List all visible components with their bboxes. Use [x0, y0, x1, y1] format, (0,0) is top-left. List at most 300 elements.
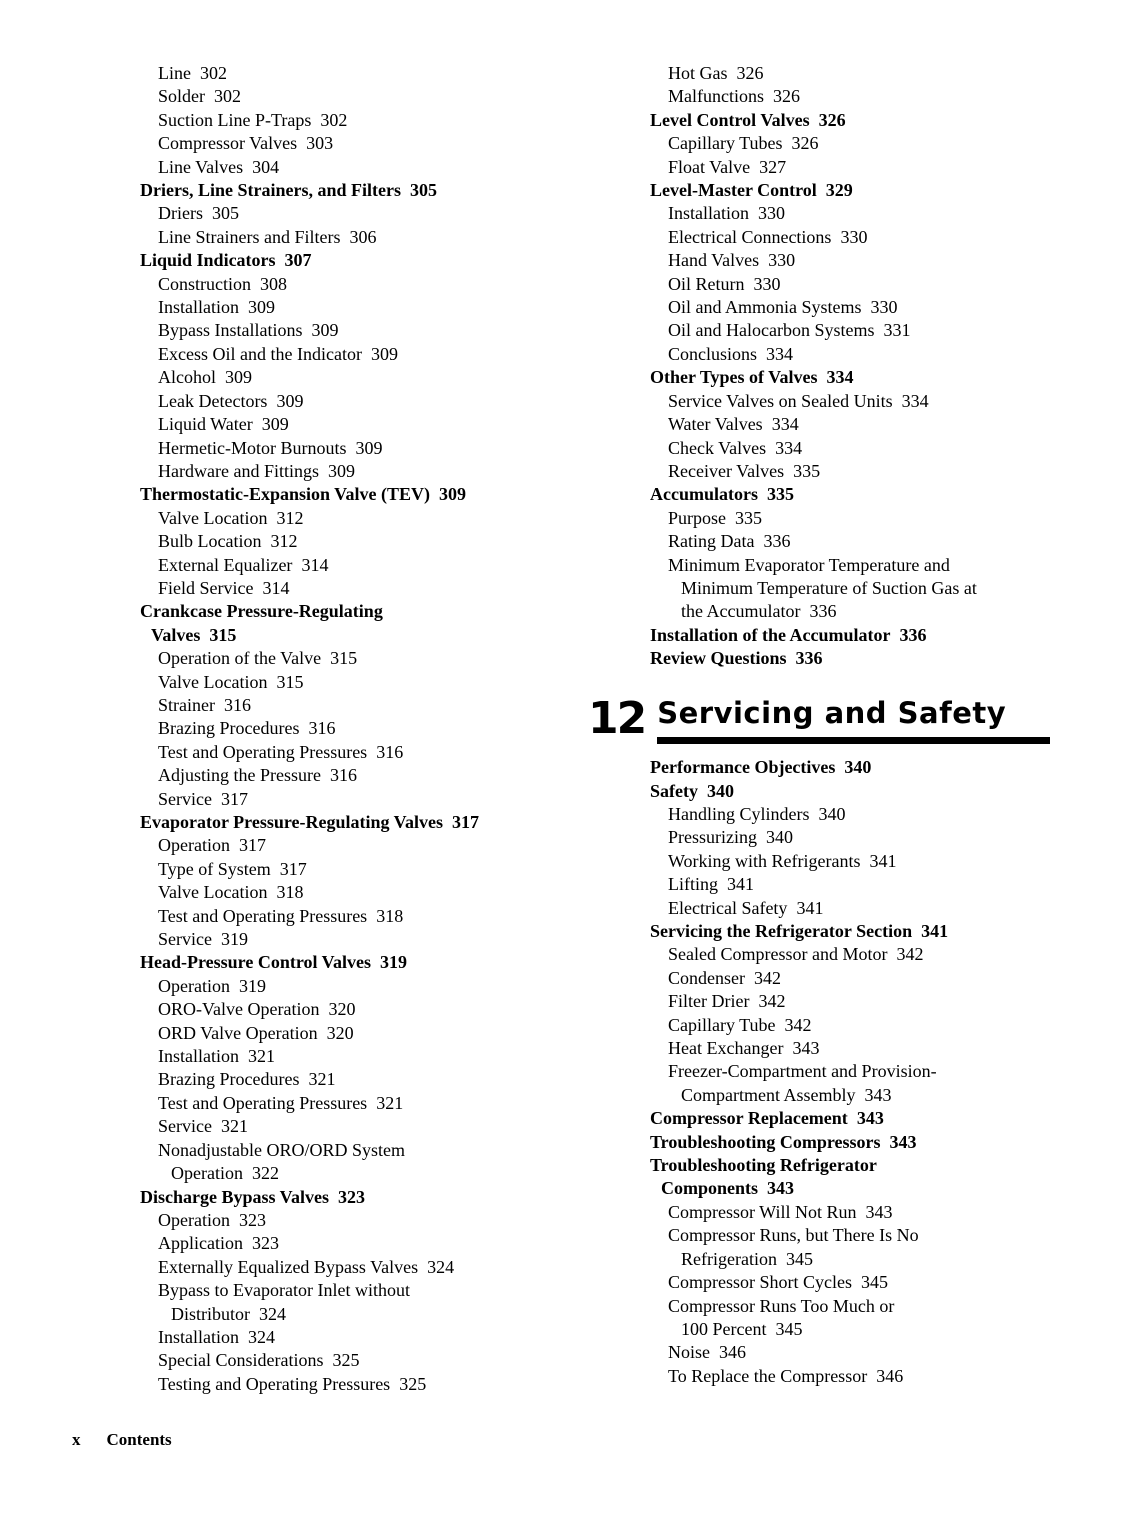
toc-entry-page: 323 — [238, 1209, 266, 1230]
toc-entry — [140, 507, 570, 530]
toc-entry — [140, 788, 570, 811]
toc-entry — [140, 62, 570, 85]
toc-entry-text: Electrical Safety — [668, 897, 788, 918]
toc-entry-text: Installation — [158, 297, 239, 318]
toc-entry-text: Test and Operating Pressures — [158, 1092, 368, 1113]
toc-entry-text: Solder — [158, 86, 205, 107]
toc-entry — [650, 1365, 1050, 1388]
toc-entry-text: Compressor Runs, but There Is No — [668, 1225, 919, 1246]
toc-entry-page: 325 — [332, 1350, 360, 1371]
toc-entry-text: Oil and Halocarbon Systems — [668, 320, 875, 341]
toc-entry-page: 346 — [876, 1365, 904, 1386]
toc-entry — [650, 577, 1050, 600]
toc-entry-page: 341 — [921, 921, 949, 941]
toc-entry-page: 330 — [757, 203, 785, 224]
toc-right-top-section — [650, 62, 1050, 671]
toc-entry — [140, 179, 570, 202]
toc-entry-page: 309 — [370, 343, 398, 364]
toc-entry — [140, 975, 570, 998]
toc-entry-page: 319 — [220, 929, 248, 950]
toc-entry — [650, 1060, 1050, 1083]
toc-entry-page: 323 — [251, 1233, 279, 1254]
toc-entry-text: Troubleshooting Compressors — [650, 1131, 881, 1152]
toc-entry — [140, 671, 570, 694]
toc-entry-page: 315 — [209, 624, 237, 645]
toc-entry-text: External Equalizer — [158, 554, 293, 575]
toc-entry-page: 326 — [736, 63, 764, 83]
toc-entry-text: Filter Drier — [668, 991, 750, 1012]
page-footer — [72, 1430, 172, 1450]
toc-entry-text: Operation of the Valve — [158, 648, 322, 669]
toc-entry — [140, 366, 570, 389]
toc-entry-text: Head-Pressure Control Valves — [140, 952, 372, 973]
toc-entry-page: 340 — [707, 780, 734, 801]
toc-entry-text: Line Valves — [158, 156, 244, 177]
toc-entry-page: 309 — [247, 297, 275, 318]
toc-entry — [650, 1271, 1050, 1294]
toc-entry — [140, 343, 570, 366]
toc-entry-page: 343 — [856, 1108, 884, 1129]
toc-entry-text: Safety — [650, 780, 698, 801]
toc-entry — [140, 413, 570, 436]
toc-entry — [650, 967, 1050, 990]
chapter-number: 12 — [588, 692, 646, 744]
toc-entry-text: Operation — [158, 975, 230, 996]
toc-entry-text: Operation — [171, 1163, 243, 1184]
toc-entry-page: 325 — [399, 1373, 427, 1394]
toc-entry — [140, 905, 570, 928]
toc-entry-text: Line — [158, 63, 191, 83]
toc-entry-text: Rating Data — [668, 531, 755, 552]
toc-entry-text: Lifting — [668, 874, 718, 895]
toc-entry-text: Liquid Water — [158, 414, 253, 435]
toc-entry-text: Performance Objectives — [650, 757, 836, 778]
toc-entry-text: Field Service — [158, 577, 254, 598]
toc-entry-text: Application — [158, 1233, 243, 1254]
toc-entry — [650, 249, 1050, 272]
toc-entry — [650, 920, 1050, 943]
toc-entry-text: the Accumulator — [681, 601, 801, 622]
toc-entry — [650, 873, 1050, 896]
toc-entry — [140, 647, 570, 670]
toc-entry — [140, 1022, 570, 1045]
toc-entry-page: 309 — [225, 367, 252, 388]
toc-entry-text: Noise — [668, 1342, 710, 1363]
toc-entry-text: Receiver Valves — [668, 460, 785, 481]
toc-entry-text: Service — [158, 1116, 212, 1137]
toc-entry-page: 323 — [338, 1186, 366, 1207]
toc-entry — [650, 897, 1050, 920]
toc-entry-page: 318 — [276, 882, 304, 903]
toc-entry-text: Pressurizing — [668, 827, 757, 848]
toc-entry-page: 322 — [251, 1163, 279, 1184]
toc-entry-text: Crankcase Pressure-Regulating — [140, 601, 383, 622]
toc-entry-page: 342 — [753, 967, 781, 988]
toc-entry-text: Float Valve — [668, 156, 751, 177]
toc-entry — [650, 756, 1050, 779]
toc-entry-page: 309 — [355, 437, 383, 458]
toc-entry — [140, 928, 570, 951]
toc-entry-page: 334 — [826, 367, 854, 388]
toc-entry-text: Hot Gas — [668, 63, 728, 83]
toc-entry — [650, 647, 1050, 670]
toc-entry-text: Review Questions — [650, 648, 787, 669]
toc-entry-text: Operation — [158, 835, 230, 856]
toc-entry — [650, 226, 1050, 249]
toc-entry-page: 343 — [767, 1178, 795, 1199]
toc-entry-page: 336 — [763, 531, 791, 552]
toc-entry-page: 335 — [793, 460, 821, 481]
toc-entry-page: 319 — [380, 952, 408, 973]
toc-entry-page: 309 — [439, 484, 467, 505]
toc-entry-page: 312 — [276, 507, 304, 528]
toc-entry-text: Freezer-Compartment and Provision- — [668, 1061, 937, 1082]
toc-entry — [140, 741, 570, 764]
toc-entry — [650, 1341, 1050, 1364]
toc-entry — [650, 1318, 1050, 1341]
toc-entry-text: Nonadjustable ORO/ORD System — [158, 1139, 405, 1160]
toc-entry — [140, 109, 570, 132]
toc-entry — [140, 554, 570, 577]
toc-entry — [140, 460, 570, 483]
toc-entry-page: 302 — [320, 109, 348, 130]
toc-entry — [140, 834, 570, 857]
toc-entry-text: Compressor Valves — [158, 133, 298, 154]
toc-entry-text: Components — [661, 1178, 759, 1199]
toc-entry — [650, 1248, 1050, 1271]
toc-entry — [650, 1084, 1050, 1107]
toc-entry — [650, 1154, 1050, 1177]
toc-left-column — [140, 62, 570, 1396]
toc-entry — [650, 62, 1050, 85]
toc-entry-text: Valve Location — [158, 882, 268, 903]
toc-entry — [650, 273, 1050, 296]
toc-entry-text: Other Types of Valves — [650, 367, 818, 388]
toc-entry-page: 345 — [775, 1318, 803, 1339]
toc-entry — [650, 990, 1050, 1013]
toc-entry — [140, 437, 570, 460]
toc-entry-text: Accumulators — [650, 484, 758, 505]
toc-entry — [140, 1139, 570, 1162]
toc-entry-text: Purpose — [668, 507, 726, 528]
toc-entry-text: 100 Percent — [681, 1318, 767, 1339]
toc-entry-text: Compressor Will Not Run — [668, 1201, 857, 1222]
toc-entry-text: Bypass Installations — [158, 320, 303, 341]
toc-entry-page: 334 — [775, 437, 803, 458]
toc-entry-text: Distributor — [171, 1303, 250, 1324]
toc-entry-page: 306 — [349, 226, 377, 247]
toc-entry-page: 312 — [270, 531, 298, 552]
toc-entry-page: 321 — [220, 1116, 248, 1137]
toc-entry — [140, 1232, 570, 1255]
toc-entry — [140, 998, 570, 1021]
toc-entry-text: Level Control Valves — [650, 109, 810, 130]
toc-entry — [140, 1349, 570, 1372]
toc-entry-page: 309 — [327, 460, 355, 481]
toc-entry-page: 315 — [330, 648, 358, 669]
toc-entry-text: Evaporator Pressure-Regulating Valves — [140, 812, 444, 832]
toc-entry — [140, 764, 570, 787]
toc-entry-page: 343 — [792, 1038, 820, 1059]
toc-entry-text: Test and Operating Pressures — [158, 741, 368, 762]
toc-entry-text: Bulb Location — [158, 531, 262, 552]
toc-entry-text: Line Strainers and Filters — [158, 226, 341, 247]
toc-entry-page: 341 — [727, 874, 754, 895]
toc-entry-page: 334 — [766, 343, 794, 364]
toc-entry — [650, 850, 1050, 873]
toc-entry-page: 317 — [220, 788, 248, 809]
toc-entry-page: 346 — [719, 1342, 746, 1363]
toc-entry-text: Compressor Runs Too Much or — [668, 1295, 895, 1316]
toc-entry-text: Oil and Ammonia Systems — [668, 297, 862, 318]
toc-entry — [650, 437, 1050, 460]
toc-entry-page: 345 — [861, 1272, 888, 1293]
toc-entry — [650, 179, 1050, 202]
toc-entry-page: 343 — [889, 1131, 917, 1152]
toc-entry-page: 314 — [301, 554, 329, 575]
toc-entry — [650, 1177, 1050, 1200]
toc-entry — [650, 413, 1050, 436]
toc-entry — [650, 1014, 1050, 1037]
toc-entry-text: ORD Valve Operation — [158, 1022, 318, 1043]
toc-entry-page: 342 — [758, 991, 786, 1012]
toc-entry — [140, 202, 570, 225]
toc-entry — [650, 390, 1050, 413]
toc-entry-text: Capillary Tube — [668, 1014, 776, 1035]
toc-entry-page: 316 — [223, 694, 251, 715]
toc-entry — [650, 803, 1050, 826]
toc-entry-text: Minimum Evaporator Temperature and — [668, 554, 950, 575]
toc-entry-page: 324 — [427, 1256, 455, 1277]
toc-entry-page: 331 — [883, 320, 911, 341]
toc-entry — [140, 226, 570, 249]
toc-entry — [140, 1092, 570, 1115]
toc-chapter12-section — [650, 756, 1050, 1388]
toc-entry-page: 317 — [238, 835, 266, 856]
toc-entry-text: Adjusting the Pressure — [158, 765, 321, 786]
toc-entry — [140, 1209, 570, 1232]
toc-entry-text: Condenser — [668, 967, 745, 988]
toc-entry — [650, 319, 1050, 342]
toc-entry-text: Operation — [158, 1209, 230, 1230]
toc-entry — [650, 109, 1050, 132]
toc-entry-text: Thermostatic-Expansion Valve (TEV) — [140, 484, 431, 505]
toc-entry — [140, 694, 570, 717]
toc-entry — [650, 600, 1050, 623]
toc-entry-text: Oil Return — [668, 273, 745, 294]
footer-page-number: x — [72, 1430, 81, 1449]
toc-entry-text: Valve Location — [158, 671, 268, 692]
toc-entry — [140, 249, 570, 272]
toc-entry-page: 343 — [865, 1201, 893, 1222]
toc-entry-page: 340 — [818, 803, 846, 824]
toc-entry-text: Suction Line P-Traps — [158, 109, 312, 130]
toc-entry-page: 336 — [809, 601, 837, 622]
toc-entry — [650, 132, 1050, 155]
toc-entry-text: Brazing Procedures — [158, 718, 300, 739]
toc-entry — [140, 530, 570, 553]
toc-entry-text: Working with Refrigerants — [668, 850, 861, 871]
toc-entry-page: 305 — [409, 180, 437, 201]
toc-entry-page: 321 — [247, 1046, 275, 1067]
toc-entry — [140, 85, 570, 108]
toc-entry-page: 324 — [247, 1326, 275, 1347]
toc-entry — [650, 296, 1050, 319]
toc-entry — [140, 881, 570, 904]
toc-entry — [650, 343, 1050, 366]
toc-entry-page: 340 — [844, 757, 872, 778]
toc-entry-text: Hand Valves — [668, 250, 760, 271]
toc-entry — [650, 85, 1050, 108]
chapter-title: Servicing and Safety — [657, 696, 1007, 731]
toc-entry-page: 307 — [284, 250, 312, 271]
toc-entry — [650, 826, 1050, 849]
toc-entry — [140, 483, 570, 506]
toc-entry-text: Heat Exchanger — [668, 1038, 784, 1059]
toc-entry-page: 318 — [376, 905, 404, 926]
toc-entry — [140, 717, 570, 740]
toc-entry-page: 345 — [785, 1248, 813, 1269]
toc-entry-page: 309 — [261, 414, 289, 435]
toc-entry — [140, 1279, 570, 1302]
toc-entry — [650, 943, 1050, 966]
toc-entry-page: 326 — [791, 133, 819, 154]
toc-entry-page: 308 — [260, 273, 287, 294]
toc-entry — [650, 1131, 1050, 1154]
footer-contents-label: Contents — [106, 1430, 172, 1449]
toc-entry — [140, 951, 570, 974]
toc-entry — [650, 202, 1050, 225]
toc-entry-page: 324 — [259, 1303, 286, 1324]
toc-entry-text: Servicing the Refrigerator Section — [650, 921, 913, 941]
toc-entry — [140, 156, 570, 179]
toc-entry-page: 316 — [376, 741, 404, 762]
toc-entry-page: 317 — [452, 812, 480, 832]
toc-entry — [140, 132, 570, 155]
toc-entry-page: 305 — [211, 203, 239, 224]
toc-entry — [650, 554, 1050, 577]
toc-entry-page: 330 — [768, 250, 796, 271]
toc-entry — [650, 1201, 1050, 1224]
toc-entry-page: 336 — [795, 648, 823, 669]
toc-entry-text: Excess Oil and the Indicator — [158, 343, 362, 364]
toc-entry-text: Alcohol — [158, 367, 216, 388]
toc-entry-text: Troubleshooting Refrigerator — [650, 1155, 877, 1176]
toc-entry — [140, 1068, 570, 1091]
toc-entry-text: Service — [158, 788, 212, 809]
toc-entry-page: 341 — [796, 897, 824, 918]
toc-entry — [140, 1162, 570, 1185]
toc-entry — [650, 507, 1050, 530]
toc-entry-text: To Replace the Compressor — [668, 1365, 868, 1386]
toc-entry-page: 334 — [771, 414, 799, 435]
toc-entry-text: Electrical Connections — [668, 226, 832, 247]
toc-entry — [140, 296, 570, 319]
toc-entry-page: 335 — [766, 484, 794, 505]
toc-entry-page: 326 — [818, 109, 846, 130]
toc-entry — [140, 1045, 570, 1068]
toc-entry-page: 321 — [376, 1092, 404, 1113]
toc-entry-text: Sealed Compressor and Motor — [668, 944, 888, 965]
toc-entry-text: Minimum Temperature of Suction Gas at — [681, 577, 977, 598]
chapter-title-rule — [657, 696, 1050, 744]
toc-entry-text: Installation — [158, 1326, 239, 1347]
toc-entry-page: 336 — [899, 624, 927, 645]
toc-entry-text: Installation — [668, 203, 749, 224]
toc-entry-page: 303 — [306, 133, 334, 154]
toc-entry-text: Valves — [151, 624, 201, 645]
toc-entry-page: 340 — [766, 827, 793, 848]
toc-entry-text: Water Valves — [668, 414, 763, 435]
toc-entry-text: Level-Master Control — [650, 180, 817, 201]
chapter-heading — [588, 692, 1050, 745]
toc-entry — [650, 530, 1050, 553]
toc-entry-page: 329 — [825, 180, 853, 201]
toc-entry — [140, 273, 570, 296]
toc-entry-page: 320 — [326, 1022, 354, 1043]
toc-entry — [140, 858, 570, 881]
toc-entry-page: 327 — [759, 156, 787, 177]
toc-entry-text: Compressor Short Cycles — [668, 1272, 852, 1293]
toc-entry-text: Bypass to Evaporator Inlet without — [158, 1280, 410, 1301]
toc-right-column — [588, 62, 1050, 1388]
toc-entry-page: 330 — [870, 297, 898, 318]
toc-entry-text: Construction — [158, 273, 251, 294]
toc-entry — [140, 1326, 570, 1349]
toc-entry-text: Discharge Bypass Valves — [140, 1186, 330, 1207]
toc-entry — [650, 156, 1050, 179]
toc-entry — [140, 600, 570, 623]
toc-entry-text: Valve Location — [158, 507, 268, 528]
toc-entry-page: 330 — [753, 273, 781, 294]
toc-entry-page: 309 — [311, 320, 339, 341]
toc-entry-text: ORO-Valve Operation — [158, 999, 320, 1020]
toc-entry — [140, 1373, 570, 1396]
toc-entry — [140, 811, 570, 834]
toc-entry — [140, 624, 570, 647]
toc-entry-text: Strainer — [158, 694, 215, 715]
toc-entry-text: Conclusions — [668, 343, 758, 364]
toc-entry — [650, 1295, 1050, 1318]
toc-entry-page: 302 — [214, 86, 241, 107]
toc-entry-text: Leak Detectors — [158, 390, 268, 411]
toc-entry-text: Service Valves on Sealed Units — [668, 390, 893, 411]
toc-entry — [650, 366, 1050, 389]
toc-entry-text: Externally Equalized Bypass Valves — [158, 1256, 419, 1277]
toc-entry-page: 330 — [840, 226, 868, 247]
toc-entry-page: 341 — [869, 850, 897, 871]
toc-entry-page: 342 — [784, 1014, 812, 1035]
toc-entry — [140, 1303, 570, 1326]
toc-entry-text: Installation of the Accumulator — [650, 624, 891, 645]
toc-entry-page: 316 — [308, 718, 336, 739]
toc-entry — [650, 624, 1050, 647]
toc-entry — [650, 483, 1050, 506]
toc-entry-page: 302 — [200, 63, 227, 83]
toc-entry — [140, 1186, 570, 1209]
toc-entry-page: 319 — [238, 975, 266, 996]
toc-entry-text: Installation — [158, 1046, 239, 1067]
toc-entry-page: 321 — [308, 1069, 336, 1090]
toc-entry — [140, 1256, 570, 1279]
toc-entry — [140, 319, 570, 342]
toc-entry-text: Type of System — [158, 858, 271, 879]
toc-entry-text: Liquid Indicators — [140, 250, 276, 271]
toc-entry-text: Driers, Line Strainers, and Filters — [140, 180, 401, 201]
toc-entry-page: 316 — [329, 765, 357, 786]
toc-entry-page: 334 — [901, 390, 929, 411]
toc-entry — [140, 390, 570, 413]
